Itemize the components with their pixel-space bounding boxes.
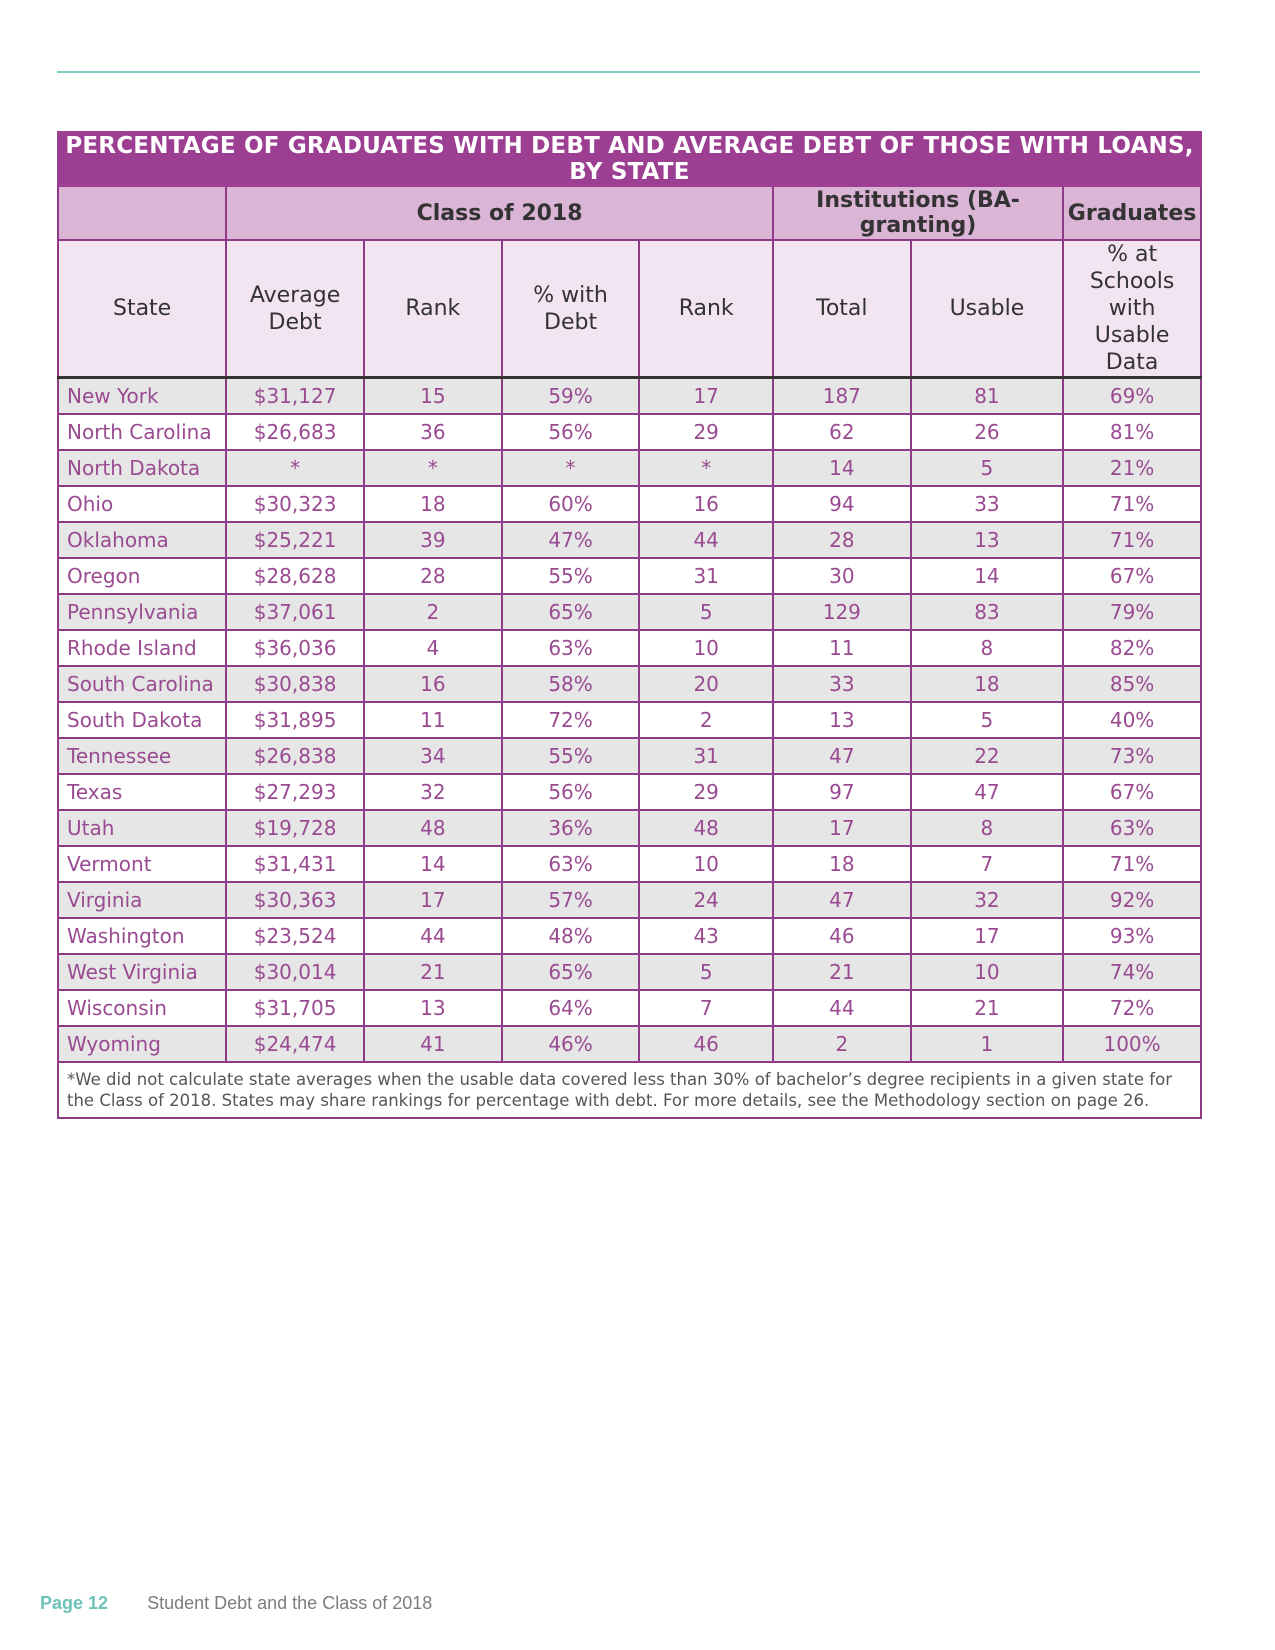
average-debt-cell: $37,061 [226,594,364,630]
group-header-institutions: Institutions (BA-granting) [773,186,1063,240]
state-cell: Utah [58,810,226,846]
rank-debt-cell: 18 [364,486,502,522]
rank-pct-cell: 16 [639,486,773,522]
total-cell: 13 [773,702,911,738]
total-cell: 44 [773,990,911,1026]
rank-debt-cell: 4 [364,630,502,666]
total-cell: 46 [773,918,911,954]
pct-with-debt-cell: 65% [502,594,640,630]
rank-pct-cell: 31 [639,558,773,594]
state-cell: Tennessee [58,738,226,774]
rank-debt-cell: 36 [364,414,502,450]
total-cell: 47 [773,882,911,918]
rank-pct-cell: 43 [639,918,773,954]
average-debt-cell: $25,221 [226,522,364,558]
col-header-rank-pct: Rank [639,240,773,378]
pct-usable-cell: 92% [1063,882,1201,918]
state-cell: Pennsylvania [58,594,226,630]
pct-usable-cell: 82% [1063,630,1201,666]
pct-usable-cell: 81% [1063,414,1201,450]
pct-with-debt-cell: 46% [502,1026,640,1062]
state-cell: North Carolina [58,414,226,450]
total-cell: 97 [773,774,911,810]
pct-usable-cell: 63% [1063,810,1201,846]
rank-debt-cell: 2 [364,594,502,630]
pct-usable-cell: 21% [1063,450,1201,486]
table-row [58,630,1201,666]
pct-with-debt-cell: 64% [502,990,640,1026]
table-row [58,486,1201,522]
pct-with-debt-cell: 47% [502,522,640,558]
state-cell: Wyoming [58,1026,226,1062]
rank-debt-cell: 48 [364,810,502,846]
rank-pct-cell: 10 [639,846,773,882]
pct-with-debt-cell: 60% [502,486,640,522]
rank-debt-cell: 21 [364,954,502,990]
pct-with-debt-cell: 55% [502,558,640,594]
group-header-graduates: Graduates [1063,186,1201,240]
usable-cell: 5 [911,702,1063,738]
average-debt-cell: $30,838 [226,666,364,702]
average-debt-cell: $30,323 [226,486,364,522]
rank-debt-cell: 44 [364,918,502,954]
pct-usable-cell: 100% [1063,1026,1201,1062]
rank-pct-cell: 31 [639,738,773,774]
document-title: Student Debt and the Class of 2018 [147,1593,433,1613]
usable-cell: 8 [911,630,1063,666]
rank-debt-cell: 16 [364,666,502,702]
table-row [58,594,1201,630]
rank-debt-cell: 41 [364,1026,502,1062]
pct-usable-cell: 71% [1063,522,1201,558]
table-row [58,774,1201,810]
average-debt-cell: $31,431 [226,846,364,882]
state-cell: South Dakota [58,702,226,738]
usable-cell: 26 [911,414,1063,450]
rank-debt-cell: * [364,450,502,486]
pct-with-debt-cell: 72% [502,702,640,738]
pct-usable-cell: 71% [1063,486,1201,522]
rank-pct-cell: 2 [639,702,773,738]
rank-debt-cell: 34 [364,738,502,774]
table-row [58,522,1201,558]
rank-debt-cell: 13 [364,990,502,1026]
pct-usable-cell: 72% [1063,990,1201,1026]
usable-cell: 32 [911,882,1063,918]
rank-debt-cell: 32 [364,774,502,810]
rank-pct-cell: 7 [639,990,773,1026]
state-cell: Vermont [58,846,226,882]
rank-debt-cell: 17 [364,882,502,918]
pct-with-debt-cell: 63% [502,846,640,882]
col-header-rank-debt: Rank [364,240,502,378]
table-row [58,738,1201,774]
rank-pct-cell: 29 [639,774,773,810]
state-cell: Virginia [58,882,226,918]
rank-pct-cell: 20 [639,666,773,702]
average-debt-cell: $28,628 [226,558,364,594]
table-row [58,414,1201,450]
rank-pct-cell: 44 [639,522,773,558]
table-row [58,450,1201,486]
state-cell: Wisconsin [58,990,226,1026]
rank-pct-cell: 29 [639,414,773,450]
average-debt-cell: $31,895 [226,702,364,738]
rank-debt-cell: 14 [364,846,502,882]
total-cell: 30 [773,558,911,594]
usable-cell: 5 [911,450,1063,486]
rank-pct-cell: * [639,450,773,486]
rank-pct-cell: 24 [639,882,773,918]
table-row [58,846,1201,882]
pct-with-debt-cell: 59% [502,378,640,415]
col-header-total: Total [773,240,911,378]
total-cell: 33 [773,666,911,702]
state-cell: Oregon [58,558,226,594]
rank-debt-cell: 28 [364,558,502,594]
table-title: PERCENTAGE OF GRADUATES WITH DEBT AND AVERAGE DEBT OF THOSE WITH LOANS, BY STATE [58,132,1201,186]
table-body [58,378,1201,1063]
state-cell: North Dakota [58,450,226,486]
table-row [58,990,1201,1026]
pct-with-debt-cell: 58% [502,666,640,702]
total-cell: 17 [773,810,911,846]
rank-debt-cell: 11 [364,702,502,738]
rank-pct-cell: 5 [639,594,773,630]
table-row [58,1026,1201,1062]
total-cell: 11 [773,630,911,666]
usable-cell: 1 [911,1026,1063,1062]
table-row [58,954,1201,990]
average-debt-cell: $31,127 [226,378,364,415]
state-cell: Ohio [58,486,226,522]
average-debt-cell: $23,524 [226,918,364,954]
usable-cell: 47 [911,774,1063,810]
total-cell: 2 [773,1026,911,1062]
average-debt-cell: $27,293 [226,774,364,810]
total-cell: 18 [773,846,911,882]
pct-with-debt-cell: * [502,450,640,486]
state-cell: Oklahoma [58,522,226,558]
usable-cell: 8 [911,810,1063,846]
col-header-pct-with-debt: % with Debt [502,240,640,378]
pct-with-debt-cell: 36% [502,810,640,846]
average-debt-cell: $26,838 [226,738,364,774]
table-row [58,558,1201,594]
pct-with-debt-cell: 56% [502,774,640,810]
col-header-usable: Usable [911,240,1063,378]
state-debt-table [57,131,1202,1119]
average-debt-cell: $24,474 [226,1026,364,1062]
usable-cell: 83 [911,594,1063,630]
pct-usable-cell: 67% [1063,774,1201,810]
total-cell: 62 [773,414,911,450]
average-debt-cell: * [226,450,364,486]
usable-cell: 7 [911,846,1063,882]
col-header-average-debt: Average Debt [226,240,364,378]
top-divider [57,71,1200,73]
usable-cell: 17 [911,918,1063,954]
group-header-empty [58,186,226,240]
pct-usable-cell: 40% [1063,702,1201,738]
total-cell: 129 [773,594,911,630]
state-debt-table-container [57,131,1202,1119]
table-row [58,810,1201,846]
total-cell: 94 [773,486,911,522]
average-debt-cell: $26,683 [226,414,364,450]
rank-pct-cell: 5 [639,954,773,990]
usable-cell: 13 [911,522,1063,558]
usable-cell: 33 [911,486,1063,522]
total-cell: 187 [773,378,911,415]
usable-cell: 22 [911,738,1063,774]
rank-pct-cell: 17 [639,378,773,415]
usable-cell: 81 [911,378,1063,415]
pct-with-debt-cell: 65% [502,954,640,990]
pct-with-debt-cell: 48% [502,918,640,954]
state-cell: South Carolina [58,666,226,702]
pct-usable-cell: 85% [1063,666,1201,702]
state-cell: New York [58,378,226,415]
pct-with-debt-cell: 63% [502,630,640,666]
usable-cell: 21 [911,990,1063,1026]
usable-cell: 14 [911,558,1063,594]
rank-pct-cell: 46 [639,1026,773,1062]
table-row [58,702,1201,738]
pct-usable-cell: 74% [1063,954,1201,990]
table-row [58,918,1201,954]
pct-usable-cell: 93% [1063,918,1201,954]
state-cell: Rhode Island [58,630,226,666]
average-debt-cell: $19,728 [226,810,364,846]
pct-usable-cell: 73% [1063,738,1201,774]
usable-cell: 10 [911,954,1063,990]
total-cell: 14 [773,450,911,486]
average-debt-cell: $30,014 [226,954,364,990]
pct-with-debt-cell: 57% [502,882,640,918]
rank-debt-cell: 39 [364,522,502,558]
pct-with-debt-cell: 55% [502,738,640,774]
col-header-state: State [58,240,226,378]
pct-usable-cell: 79% [1063,594,1201,630]
table-footnote: *We did not calculate state averages when the usable data covered less than 30% of bachelor’s degree recipients in a given state for the Class of 2018. States may share rankings for percentage with debt. For more details, see the Methodology section on page 26. [58,1062,1201,1118]
average-debt-cell: $36,036 [226,630,364,666]
group-header-class: Class of 2018 [226,186,773,240]
table-row [58,666,1201,702]
state-cell: Washington [58,918,226,954]
rank-pct-cell: 10 [639,630,773,666]
col-header-pct-usable: % at Schools with Usable Data [1063,240,1201,378]
page-number: Page 12 [40,1593,109,1613]
pct-usable-cell: 67% [1063,558,1201,594]
page-footer [40,1593,432,1614]
total-cell: 21 [773,954,911,990]
rank-debt-cell: 15 [364,378,502,415]
total-cell: 47 [773,738,911,774]
state-cell: West Virginia [58,954,226,990]
pct-with-debt-cell: 56% [502,414,640,450]
table-row [58,378,1201,415]
average-debt-cell: $31,705 [226,990,364,1026]
pct-usable-cell: 71% [1063,846,1201,882]
total-cell: 28 [773,522,911,558]
table-row [58,882,1201,918]
usable-cell: 18 [911,666,1063,702]
average-debt-cell: $30,363 [226,882,364,918]
state-cell: Texas [58,774,226,810]
pct-usable-cell: 69% [1063,378,1201,415]
rank-pct-cell: 48 [639,810,773,846]
